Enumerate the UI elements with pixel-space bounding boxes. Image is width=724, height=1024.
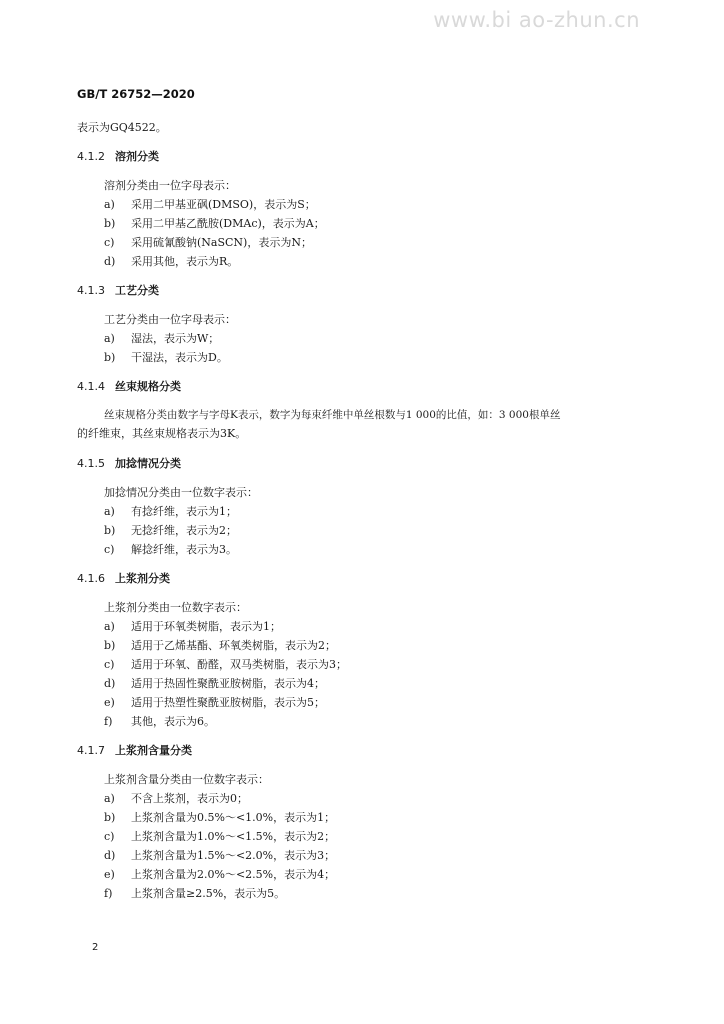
section-title: 溶剂分类 [115,150,159,163]
intro-text: 表示为GQ4522。 [77,121,167,134]
section-title: 加捻情况分类 [115,457,181,470]
heading-4-1-7 [77,744,192,758]
paragraph-line: 的纤维束，其丝束规格表示为3K。 [77,427,247,440]
heading-4-1-5 [77,457,181,471]
page-number: 2 [92,942,99,953]
section-number: 4.1.3 [77,284,105,297]
heading-4-1-6 [77,572,170,586]
section-lead: 上浆剂含量分类由一位数字表示： [104,773,269,786]
section-title: 丝束规格分类 [115,380,181,393]
section-number: 4.1.2 [77,150,105,163]
section-lead: 加捻情况分类由一位数字表示： [104,486,258,499]
section-number: 4.1.5 [77,457,105,470]
heading-4-1-2 [77,150,159,164]
section-number: 4.1.7 [77,744,105,757]
paragraph-line: 丝束规格分类由数字与字母K表示，数字为每束纤维中单丝根数与1 000的比值，如：3 000根单丝 [104,409,561,421]
heading-4-1-4 [77,380,181,394]
section-title: 上浆剂分类 [115,572,170,585]
section-title: 工艺分类 [115,284,159,297]
section-number: 4.1.6 [77,572,105,585]
section-lead: 工艺分类由一位字母表示： [104,313,236,326]
section-title: 上浆剂含量分类 [115,744,192,757]
heading-4-1-3 [77,284,159,298]
standard-code: GB/T 26752—2020 [77,87,195,101]
section-lead: 溶剂分类由一位字母表示： [104,179,236,192]
section-lead: 上浆剂分类由一位数字表示： [104,601,247,614]
section-number: 4.1.4 [77,380,105,393]
watermark: www.bi ao-zhun.cn [433,8,640,32]
